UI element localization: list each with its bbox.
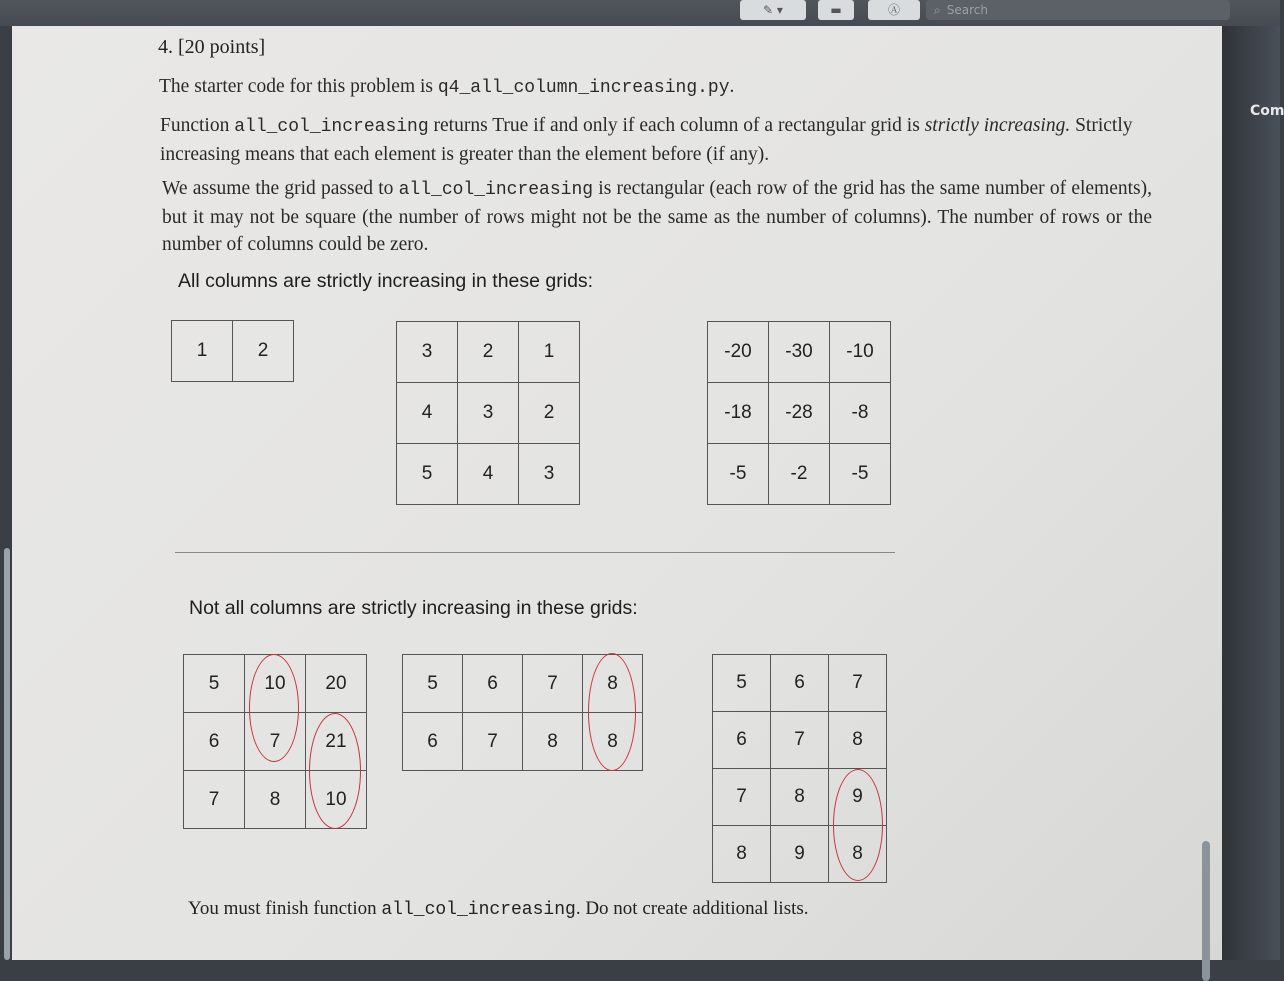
- function-name-2: all_col_increasing: [398, 180, 594, 200]
- grid-cell: -2: [769, 444, 830, 505]
- grid-cell: 9: [771, 826, 829, 883]
- grid-increasing-1: [171, 320, 294, 382]
- pen-tool-button[interactable]: [740, 0, 806, 20]
- grid-cell: 7: [523, 655, 583, 713]
- p2-italic: strictly increasing.: [924, 115, 1071, 136]
- grid-row: [397, 383, 580, 444]
- grid-cell: 5: [713, 655, 771, 712]
- p2-text-a: returns True if and only if each column of a rectangular grid is: [428, 115, 925, 136]
- grid-cell: 8: [829, 826, 887, 883]
- section-divider: [175, 552, 895, 553]
- grid-cell: -10: [830, 322, 891, 383]
- left-scrollbar[interactable]: [4, 548, 10, 960]
- grid-cell: 4: [458, 444, 519, 505]
- pen-icon: ✎ ▾: [763, 3, 783, 17]
- grid-cell: 5: [184, 655, 245, 713]
- grid-cell: 8: [713, 826, 771, 883]
- grid-cell: 8: [245, 771, 306, 829]
- grid-cell: 7: [463, 713, 523, 771]
- grid-cell: 10: [306, 771, 367, 829]
- grid-increasing-2: [396, 321, 580, 505]
- toolbar: [0, 0, 1280, 26]
- footer-instruction: [188, 898, 809, 920]
- side-panel-label: Com: [1250, 103, 1284, 119]
- grid-cell: -20: [708, 322, 769, 383]
- search-placeholder: Search: [946, 3, 988, 17]
- p1-text: The starter code for this problem is: [159, 76, 438, 97]
- violation-circle: [588, 653, 636, 771]
- grid-row: [713, 712, 887, 769]
- grid-cell: -28: [769, 383, 830, 444]
- grid-cell: 3: [458, 383, 519, 444]
- right-panel: [1222, 26, 1280, 960]
- grid-cell: 5: [403, 655, 463, 713]
- grid-cell: 5: [397, 444, 458, 505]
- accessibility-icon: Ⓐ: [887, 3, 900, 17]
- grid-cell: 3: [397, 322, 458, 383]
- function-name-3: all_col_increasing: [381, 900, 576, 920]
- caption-increasing: All columns are strictly increasing in these grids:: [178, 270, 594, 292]
- grid-cell: -8: [830, 383, 891, 444]
- p2-func: Function: [160, 115, 235, 136]
- accessibility-button[interactable]: [868, 0, 920, 20]
- grid-row: [397, 322, 580, 383]
- p1-end: .: [729, 76, 735, 97]
- grid-cell: -18: [708, 383, 769, 444]
- grid-cell: 21: [306, 713, 367, 771]
- caption-not-increasing: Not all columns are strictly increasing in these grids:: [189, 597, 638, 619]
- grid-row: [708, 322, 891, 383]
- violation-circle: [309, 713, 361, 829]
- grid-row: [172, 321, 294, 382]
- assumption-paragraph: [162, 175, 1152, 258]
- grid-row: [397, 444, 580, 505]
- grid-cell: 6: [403, 713, 463, 771]
- grid-cell: 2: [233, 321, 294, 382]
- grid-row: [713, 655, 887, 712]
- violation-circle: [833, 769, 883, 881]
- grid-increasing-3: [707, 321, 891, 505]
- grid-cell: 3: [519, 444, 580, 505]
- grid-cell: 20: [306, 655, 367, 713]
- p3-text-b: is rectangular (each row of the grid has the same number of elements), but it may not be square (the number of rows might not be the same as the number of columns). The number of rows or the number of columns could be zero.: [162, 178, 1152, 255]
- grid-cell: 8: [523, 713, 583, 771]
- grid-cell: 2: [519, 383, 580, 444]
- grid-cell: 4: [397, 383, 458, 444]
- grid-cell: -5: [708, 444, 769, 505]
- search-field[interactable]: [926, 0, 1230, 20]
- grid-cell: 7: [829, 655, 887, 712]
- grid-cell: 9: [829, 769, 887, 826]
- footer-text-b: . Do not create additional lists.: [575, 898, 809, 919]
- grid-cell: -30: [769, 322, 830, 383]
- starter-code-paragraph: [159, 73, 734, 102]
- grid-cell: 10: [245, 655, 306, 713]
- grid-cell: -5: [830, 444, 891, 505]
- grid-cell: 8: [771, 769, 829, 826]
- grid-cell: 7: [184, 771, 245, 829]
- grid-row: [708, 383, 891, 444]
- grid-cell: 6: [713, 712, 771, 769]
- tool-button[interactable]: [818, 0, 854, 20]
- grid-row: [708, 444, 891, 505]
- grid-cell: 8: [829, 712, 887, 769]
- tool-icon: ▬: [830, 3, 842, 17]
- grid-cell: 7: [713, 769, 771, 826]
- violation-circle: [249, 654, 299, 762]
- problem-heading: 4. [20 points]: [158, 36, 266, 58]
- starter-filename: q4_all_column_increasing.py: [437, 78, 730, 98]
- function-description: [160, 112, 1160, 168]
- page-scrollbar[interactable]: [1202, 841, 1210, 981]
- grid-cell: 7: [245, 713, 306, 771]
- grid-cell: 1: [519, 322, 580, 383]
- p2-text-b: Strictly increasing means that each element is greater than the element before (if any).: [160, 115, 1133, 165]
- grid-cell: 7: [771, 712, 829, 769]
- grid-cell: 8: [583, 655, 643, 713]
- grid-cell: 6: [771, 655, 829, 712]
- grid-cell: 6: [184, 713, 245, 771]
- grid-cell: 1: [172, 321, 233, 382]
- p3-text-a: We assume the grid passed to: [162, 178, 399, 199]
- function-name: all_col_increasing: [234, 117, 429, 137]
- grid-cell: 2: [458, 322, 519, 383]
- grid-cell: 6: [463, 655, 523, 713]
- search-icon: ⌕: [934, 3, 941, 17]
- footer-text-a: You must finish function: [188, 898, 382, 919]
- grid-cell: 8: [583, 713, 643, 771]
